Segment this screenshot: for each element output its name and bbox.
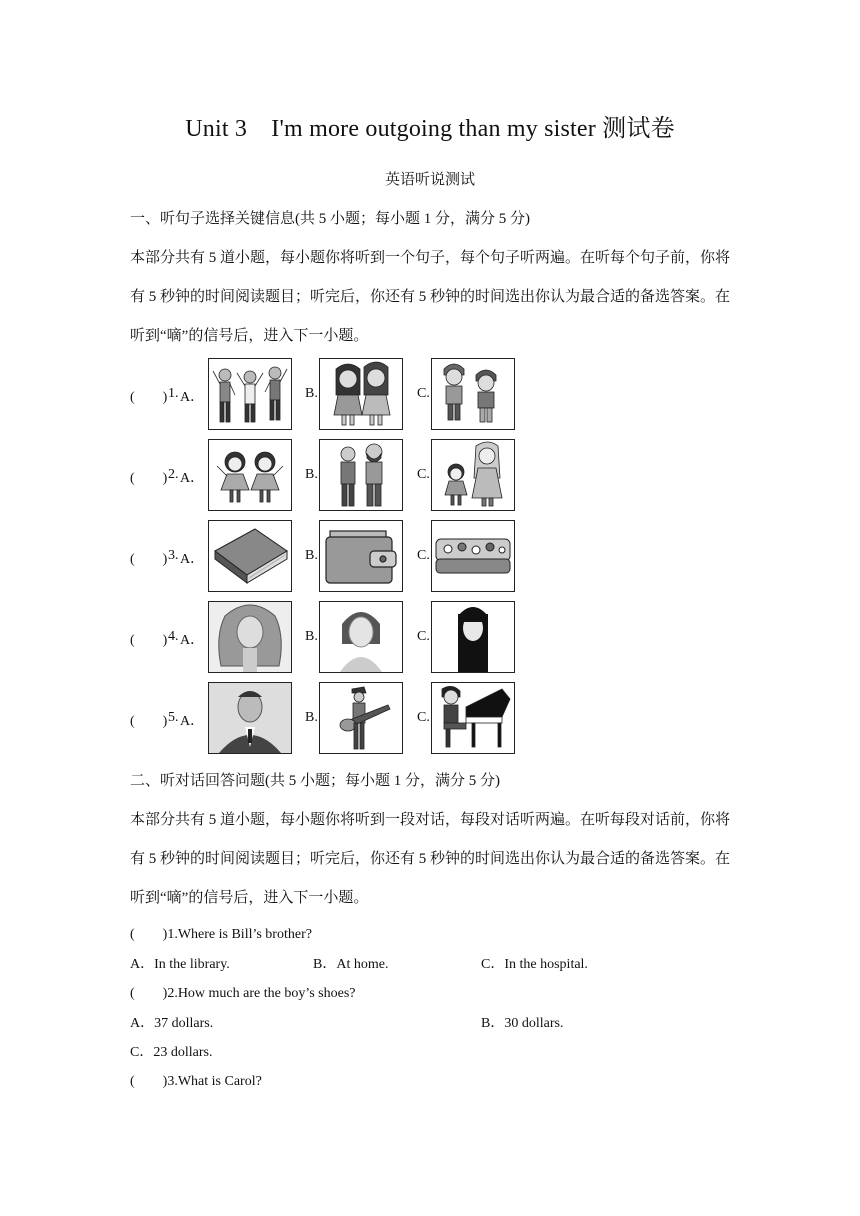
option-b-label: B. [305,386,318,401]
pencil-case-image[interactable] [431,520,515,592]
twin-girls-image[interactable] [208,439,292,511]
picture-question-1 [0,358,860,432]
option-a-label: A． [180,390,205,405]
piano-player-image[interactable] [431,682,515,754]
option-c-label: C. [417,710,430,725]
section2-instruction-line-3: 听到“嘀”的信号后，进入下一小题。 [130,890,369,906]
section2-heading: 二、听对话回答问题(共 5 小题；每小题 1 分，满分 5 分) [130,773,500,789]
question-1-option-c[interactable]: C．In the hospital. [481,957,588,972]
option-a-label: A． [180,471,205,486]
question-1-stem: ( )1.Where is Bill’s brother? [130,927,312,942]
three-boys-waving-image[interactable] [208,358,292,430]
section1-instruction-line-3: 听到“嘀”的信号后，进入下一小题。 [130,328,369,344]
two-boys-image[interactable] [431,358,515,430]
question-2-stem: ( )2.How much are the boy’s shoes? [130,986,356,1001]
picture-question-2 [0,439,860,513]
section1-instruction-line-1: 本部分共有 5 道小题，每小题你将听到一个句子，每个句子听两遍。在听每个句子前，你将 [130,250,731,266]
question-number: 3. [168,548,179,563]
option-b-label: B. [305,467,318,482]
answer-blank[interactable]: ( ) [130,552,168,567]
question-number: 4. [168,629,179,644]
section1-instruction-line-2: 有 5 秒钟的时间阅读题目；听完后，你还有 5 秒钟的时间选出你认为最合适的备选答案。在 [130,289,731,305]
answer-blank[interactable]: ( ) [130,714,168,729]
option-c-label: C. [417,386,430,401]
question-number: 1. [168,386,179,401]
guitar-player-image[interactable] [319,682,403,754]
question-1-option-a[interactable]: A．In the library. [130,957,230,972]
girl-and-woman-image[interactable] [431,439,515,511]
section1-heading: 一、听句子选择关键信息(共 5 小题；每小题 1 分，满分 5 分) [130,211,530,227]
option-a-label: A． [180,552,205,567]
page-subtitle: 英语听说测试 [384,172,475,188]
answer-blank[interactable]: ( ) [130,633,168,648]
wallet-image[interactable] [319,520,403,592]
option-b-label: B. [305,548,318,563]
question-2-option-c[interactable]: C．23 dollars. [130,1045,213,1060]
book-image[interactable] [208,520,292,592]
option-c-label: C. [417,548,430,563]
curly-hair-woman-image[interactable] [208,601,292,673]
section2-instruction-line-2: 有 5 秒钟的时间阅读题目；听完后，你还有 5 秒钟的时间选出你认为最合适的备选答案。在 [130,851,731,867]
question-2-option-b[interactable]: B．30 dollars. [481,1016,564,1031]
option-c-label: C. [417,467,430,482]
option-a-label: A． [180,633,205,648]
question-number: 5. [168,710,179,725]
question-number: 2. [168,467,179,482]
long-black-hair-woman-image[interactable] [431,601,515,673]
two-girls-image[interactable] [319,358,403,430]
two-men-image[interactable] [319,439,403,511]
short-hair-woman-image[interactable] [319,601,403,673]
option-b-label: B. [305,629,318,644]
option-b-label: B. [305,710,318,725]
page-title: Unit 3 I'm more outgoing than my sister 测试卷 [185,116,675,142]
option-c-label: C. [417,629,430,644]
picture-question-3 [0,520,860,594]
answer-blank[interactable]: ( ) [130,390,168,405]
question-1-option-b[interactable]: B．At home. [313,957,389,972]
question-3-stem: ( )3.What is Carol? [130,1074,262,1089]
picture-question-4 [0,601,860,675]
section2-instruction-line-1: 本部分共有 5 道小题，每小题你将听到一段对话，每段对话听两遍。在听每段对话前，你将 [130,812,731,828]
answer-blank[interactable]: ( ) [130,471,168,486]
question-2-option-a[interactable]: A．37 dollars. [130,1016,214,1031]
man-in-suit-image[interactable] [208,682,292,754]
option-a-label: A． [180,714,205,729]
picture-question-5 [0,682,860,756]
